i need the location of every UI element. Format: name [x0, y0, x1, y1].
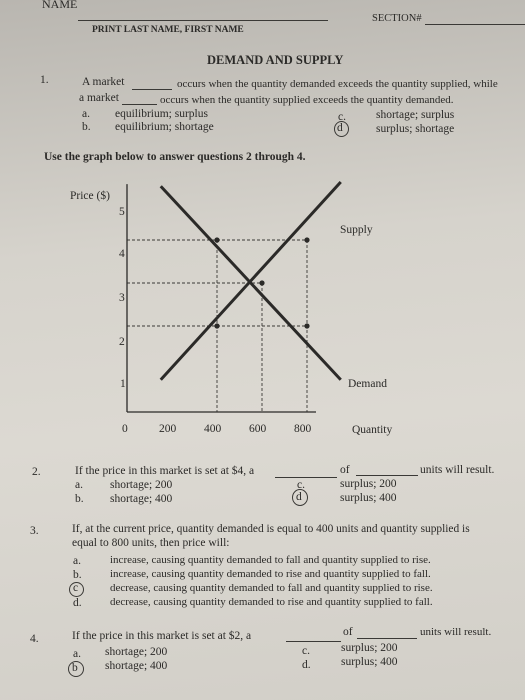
q1-option-b-letter: b. [82, 121, 91, 133]
y-tick-4: 4 [119, 248, 125, 260]
q2-option-c-text[interactable]: surplus; 200 [340, 478, 397, 490]
q3-option-a-letter: a. [73, 555, 81, 567]
q2-stem-a: If the price in this market is set at $4, a [75, 465, 255, 477]
q4-stem-b: of [343, 626, 353, 638]
q4-option-c-letter: c. [302, 645, 310, 657]
graph-point [214, 237, 219, 242]
x-tick-400: 400 [204, 423, 222, 435]
x-tick-0: 0 [122, 423, 128, 435]
q4-option-c-text[interactable]: surplus; 200 [341, 642, 398, 654]
q1-option-a-text[interactable]: equilibrium; surplus [115, 108, 208, 120]
q2-option-a-letter: a. [75, 479, 83, 491]
q2-blank-1 [275, 477, 337, 478]
q3-number: 3. [30, 525, 39, 537]
y-tick-1: 1 [120, 378, 126, 390]
q1-option-c-letter: c. [338, 111, 346, 123]
supply-label: Supply [340, 224, 373, 236]
q1-option-a-letter: a. [82, 108, 90, 120]
graph-point [304, 237, 309, 242]
q1-line1-b: occurs when the quantity demanded exceeds the quantity supplied, while [177, 78, 498, 90]
q2-stem-c: units will result. [420, 464, 495, 476]
q3-option-d-letter: d. [73, 597, 82, 609]
q1-option-c-text[interactable]: shortage; surplus [376, 109, 455, 121]
demand-label: Demand [348, 378, 387, 390]
q2-option-a-text[interactable]: shortage; 200 [110, 479, 173, 491]
q1-line2-b: occurs when the quantity supplied exceeds the quantity demanded. [160, 94, 454, 106]
graph-point [214, 323, 219, 328]
y-tick-2: 2 [119, 336, 125, 348]
q2-option-b-letter: b. [75, 493, 84, 505]
q2-stem-b: of [340, 464, 350, 476]
q3-stem-line1: If, at the current price, quantity demanded is equal to 400 units and quantity supplied is [72, 523, 470, 535]
q2-option-d-letter: d [296, 491, 302, 503]
q1-option-d-letter: d [337, 122, 343, 134]
q1-option-d-text[interactable]: surplus; shortage [376, 123, 455, 135]
page-title: DEMAND AND SUPPLY [207, 53, 344, 67]
x-axis-label: Quantity [352, 424, 393, 436]
q4-option-b-text[interactable]: shortage; 400 [105, 660, 168, 672]
q4-blank-2 [357, 638, 417, 639]
q4-option-d-letter: d. [302, 659, 311, 671]
y-tick-5: 5 [119, 206, 125, 218]
q4-option-a-text[interactable]: shortage; 200 [105, 646, 168, 658]
print-hint: PRINT LAST NAME, FIRST NAME [92, 25, 244, 35]
y-axis-label: Price ($) [70, 190, 110, 202]
q2-option-c-letter: c. [297, 479, 305, 491]
graph-point [304, 323, 309, 328]
section-label: SECTION# [372, 13, 422, 24]
q4-option-b-letter: b [72, 662, 78, 674]
q3-option-c-text[interactable]: decrease, causing quantity demanded to fall and quantity supplied to rise. [110, 582, 433, 594]
q4-blank-1 [286, 641, 341, 642]
q1-line2-a: a market [79, 92, 119, 104]
q3-option-d-text[interactable]: decrease, causing quantity demanded to rise and quantity supplied to fall. [110, 596, 433, 608]
q2-blank-2 [356, 475, 418, 476]
q1-option-b-text[interactable]: equilibrium; shortage [115, 121, 214, 133]
graph-point [259, 280, 264, 285]
x-tick-200: 200 [159, 423, 177, 435]
q4-option-a-letter: a. [73, 648, 81, 660]
q3-option-c-letter: c [73, 582, 79, 594]
graph-instruction: Use the graph below to answer questions 2 through 4. [44, 151, 306, 163]
name-label: NAME [42, 0, 78, 11]
y-tick-3: 3 [119, 292, 125, 304]
q2-number: 2. [32, 466, 41, 478]
q2-option-b-text[interactable]: shortage; 400 [110, 493, 173, 505]
q4-option-d-text[interactable]: surplus; 400 [341, 656, 398, 668]
q4-stem-c: units will result. [420, 626, 492, 638]
x-tick-800: 800 [294, 423, 312, 435]
q4-stem-a: If the price in this market is set at $2, a [72, 630, 252, 642]
x-tick-600: 600 [249, 423, 267, 435]
q3-option-b-letter: b. [73, 569, 82, 581]
q4-number: 4. [30, 633, 39, 645]
q1-line1-a: A market [82, 76, 125, 88]
q3-stem-line2: equal to 800 units, then price will: [72, 537, 230, 549]
q3-option-a-text[interactable]: increase, causing quantity demanded to fall and quantity supplied to rise. [110, 554, 431, 566]
q1-number: 1. [40, 74, 49, 86]
q2-option-d-text[interactable]: surplus; 400 [340, 492, 397, 504]
q3-option-b-text[interactable]: increase, causing quantity demanded to rise and quantity supplied to fall. [110, 568, 431, 580]
